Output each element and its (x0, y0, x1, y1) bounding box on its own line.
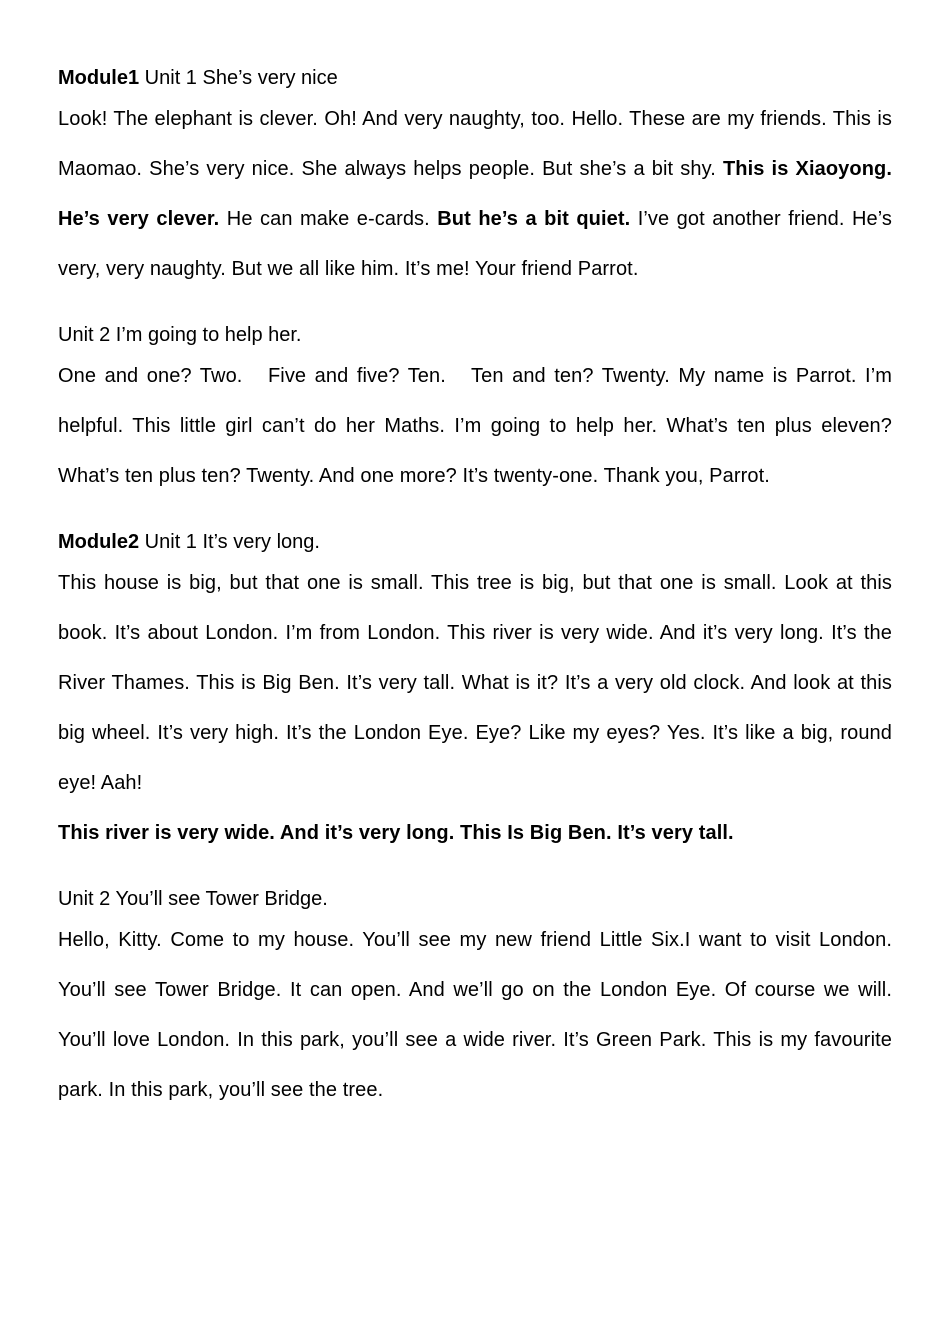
section-heading (58, 526, 892, 558)
section-module2-unit1 (58, 526, 892, 858)
paragraph-text: This house is big, but that one is small. This tree is big, but that one is small. Look at this book. It’s about London. I’m from London. This river is very wide. And it’s very long. It’s the River Thames. This is Big Ben. It’s very tall. What is it? It’s a very old clock. And look at this big wheel. It’s very high. It’s the London Eye. Eye? Like my eyes? Yes. It’s like a big, round eye! Aah! (58, 572, 892, 794)
section-paragraph (58, 915, 892, 1115)
unit-title: Unit 1 It’s very long. (139, 531, 320, 553)
paragraph-text: He can make e-cards. (219, 208, 438, 230)
unit-title: Unit 2 You’ll see Tower Bridge. (58, 888, 328, 910)
paragraph-bold-text: But he’s a bit quiet. (437, 208, 631, 230)
unit-title: Unit 2 I’m going to help her. (58, 324, 302, 346)
section-heading (58, 62, 892, 94)
unit-title: Unit 1 She’s very nice (139, 67, 338, 89)
bold-summary-line: This river is very wide. And it’s very long. This Is Big Ben. It’s very tall. (58, 822, 734, 844)
section-paragraph (58, 558, 892, 808)
section-heading (58, 319, 892, 351)
paragraph-bold-text: This is Xiaoyong. He’s very clever. (58, 158, 892, 230)
section-module1-unit1 (58, 62, 892, 294)
section-unit2-help-her (58, 319, 898, 501)
paragraph-text: One and one? Two. Five and five? Ten. Ten and ten? Twenty. My name is Parrot. I’m helpful. This little girl can’t do her Maths. I’m going to help her. What’s ten plus eleven? What’s ten plus ten? Twenty. And one more? It’s twenty-one. Thank you, Parrot. (58, 365, 898, 487)
section-paragraph (58, 94, 892, 294)
module-label: Module1 (58, 67, 140, 89)
paragraph-text: Hello, Kitty. Come to my house. You’ll see my new friend Little Six.I want to visit London. You’ll see Tower Bridge. It can open. And we’ll go on the London Eye. Of course we will. You’ll love London. In this park, you’ll see a wide river. It’s Green Park. This is my favourite park. In this park, you’ll see the tree. (58, 929, 892, 1101)
paragraph-text: I’ve got another friend. He’s very, very naughty. But we all like him. It’s me! Your friend Parrot. (58, 208, 892, 280)
document-page (58, 62, 898, 1115)
section-paragraph (58, 351, 898, 501)
paragraph-text: Look! The elephant is clever. Oh! And very naughty, too. Hello. These are my friends. This is Maomao. She’s very nice. She always helps people. But she’s a bit shy. (58, 108, 892, 180)
section-unit2-tower-bridge (58, 883, 892, 1115)
section-heading (58, 883, 892, 915)
module-label: Module2 (58, 531, 140, 553)
